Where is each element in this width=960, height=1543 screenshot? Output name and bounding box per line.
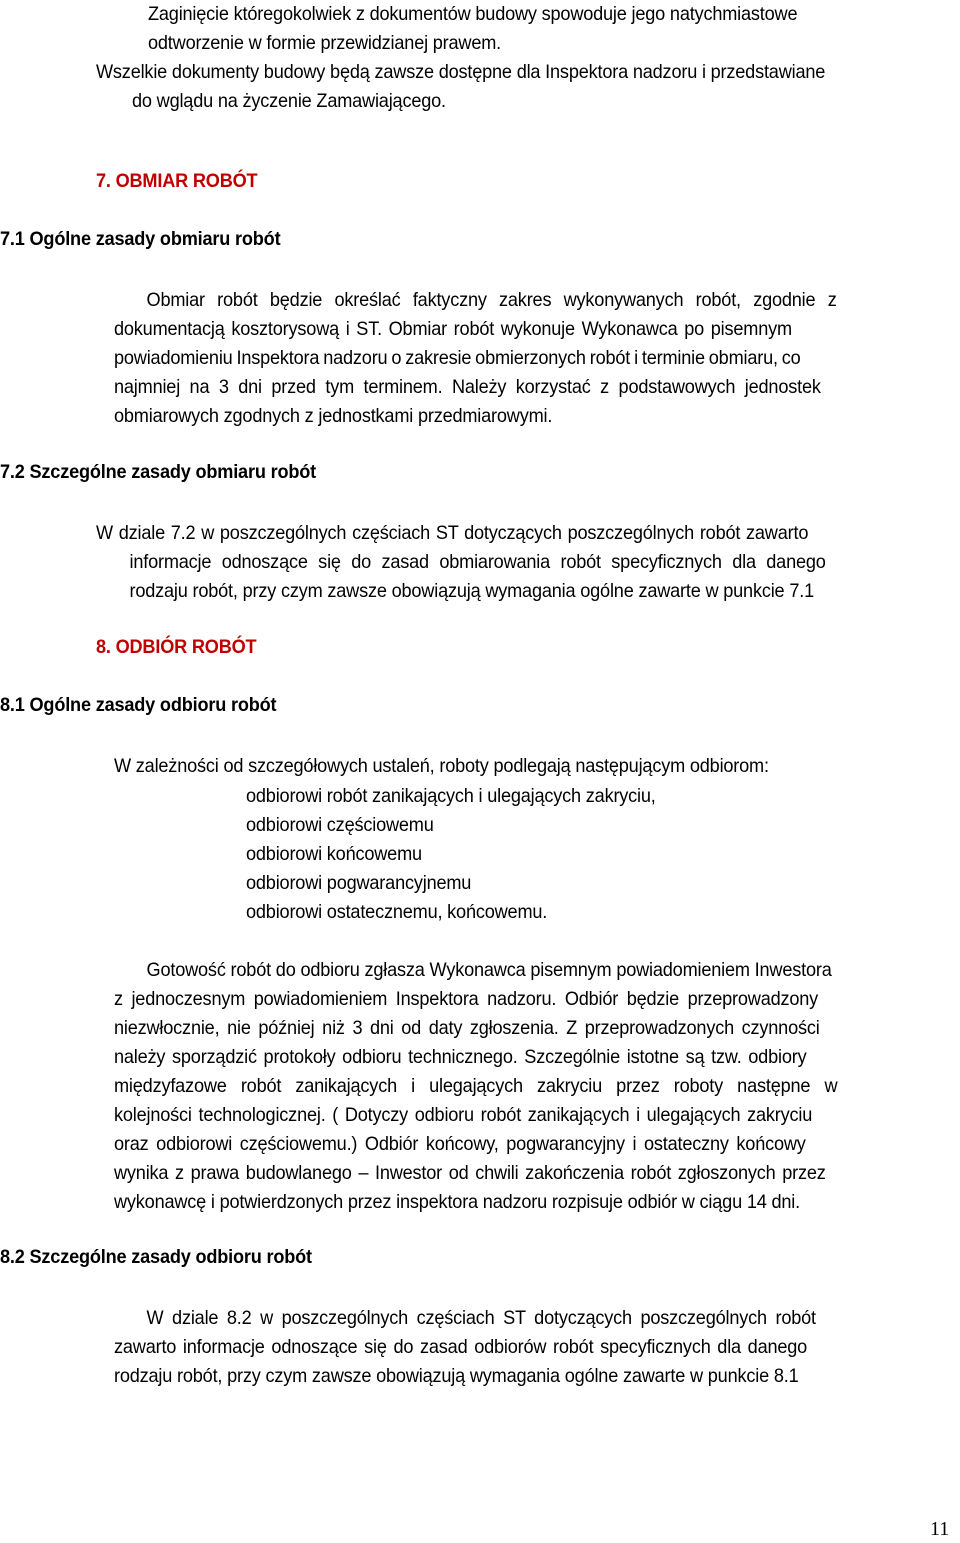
text-line: do wglądu na życzenie Zamawiającego. bbox=[132, 90, 446, 112]
text-line: informacje odnoszące się do zasad obmiarowania robót specyficznych dla danego bbox=[129, 551, 826, 573]
text-line: należy sporządzić protokoły odbioru technicznego. Szczególnie istotne są tzw. odbiory bbox=[114, 1046, 807, 1068]
text-line: Gotowość robót do odbioru zgłasza Wykonawca pisemnym powiadomieniem Inwestora bbox=[146, 959, 832, 981]
paragraph-documents-available-cont bbox=[132, 87, 950, 116]
section-7-1-heading: 7.1 Ogólne zasady obmiaru robót bbox=[0, 228, 281, 250]
text-line: międzyfazowe robót zanikających i ulegających zakryciu przez roboty następne w bbox=[114, 1075, 838, 1097]
section-8-2-body bbox=[114, 1304, 816, 1391]
text-line: rodzaju robót, przy czym zawsze obowiązują wymagania ogólne zawarte w punkcie 8.1 bbox=[114, 1365, 799, 1387]
text-line: zawarto informacje odnoszące się do zasad odbiorów robót specyficznych dla danego bbox=[114, 1336, 808, 1358]
section-7-2-heading: 7.2 Szczególne zasady obmiaru robót bbox=[0, 461, 316, 483]
paragraph-lost-documents-cont bbox=[148, 29, 960, 58]
text-line: W dziale 8.2 w poszczególnych częściach ST dotyczących poszczególnych robót bbox=[146, 1307, 816, 1329]
section-7-1-body bbox=[114, 286, 837, 431]
text-line: najmniej na 3 dni przed tym terminem. Należy korzystać z podstawowych jednostek bbox=[114, 376, 821, 398]
section-8-1-paragraph bbox=[114, 956, 837, 1217]
list-item: odbiorowi pogwarancyjnemu bbox=[246, 872, 472, 894]
section-8-heading: 8. ODBIÓR ROBÓT bbox=[96, 636, 257, 658]
text-line: rodzaju robót, przy czym zawsze obowiązują wymagania ogólne zawarte w punkcie 7.1 bbox=[129, 580, 814, 602]
acceptance-list bbox=[246, 782, 656, 927]
paragraph-documents-available bbox=[96, 58, 960, 87]
section-7-heading: 7. OBMIAR ROBÓT bbox=[96, 170, 258, 192]
list-item: odbiorowi końcowemu bbox=[246, 843, 422, 865]
paragraph-lost-documents bbox=[148, 0, 960, 29]
page-number: 11 bbox=[930, 1518, 950, 1540]
section-7-2-body bbox=[96, 519, 826, 606]
text-line: wykonawcę i potwierdzonych przez inspektora nadzoru rozpisuje odbiór w ciągu 14 dni. bbox=[114, 1191, 800, 1213]
section-8-1-heading: 8.1 Ogólne zasady odbioru robót bbox=[0, 694, 277, 716]
text-line: Zaginięcie któregokolwiek z dokumentów budowy spowoduje jego natychmiastowe bbox=[148, 3, 798, 25]
section-8-2-heading: 8.2 Szczególne zasady odbioru robót bbox=[0, 1246, 312, 1268]
text-line: wynika z prawa budowlanego – Inwestor od chwili zakończenia robót zgłoszonych przez bbox=[114, 1162, 826, 1184]
text-line: odtworzenie w formie przewidzianej prawem. bbox=[148, 32, 502, 54]
text-line: W zależności od szczegółowych ustaleń, roboty podlegają następującym odbiorom: bbox=[114, 755, 769, 777]
text-line: z jednoczesnym powiadomieniem Inspektora nadzoru. Odbiór będzie przeprowadzony bbox=[114, 988, 819, 1010]
text-line: niezwłocznie, nie później niż 3 dni od daty zgłoszenia. Z przeprowadzonych czynności bbox=[114, 1017, 820, 1039]
list-item: odbiorowi ostatecznemu, końcowemu. bbox=[246, 901, 548, 923]
text-line: dokumentacją kosztorysową i ST. Obmiar robót wykonuje Wykonawca po pisemnym bbox=[114, 318, 792, 340]
text-line: obmiarowych zgodnych z jednostkami przedmiarowymi. bbox=[114, 405, 553, 427]
text-line: Obmiar robót będzie określać faktyczny zakres wykonywanych robót, zgodnie z bbox=[146, 289, 837, 311]
text-line: Wszelkie dokumenty budowy będą zawsze dostępne dla Inspektora nadzoru i przedstawiane bbox=[96, 61, 826, 83]
list-item: odbiorowi częściowemu bbox=[246, 814, 434, 836]
text-line: oraz odbiorowi częściowemu.) Odbiór końcowy, pogwarancyjny i ostateczny końcowy bbox=[114, 1133, 806, 1155]
text-line: W dziale 7.2 w poszczególnych częściach ST dotyczących poszczególnych robót zawarto bbox=[96, 522, 809, 544]
section-8-1-intro bbox=[114, 752, 769, 781]
list-item: odbiorowi robót zanikających i ulegających zakryciu, bbox=[246, 785, 656, 807]
text-line: powiadomieniu Inspektora nadzoru o zakresie obmierzonych robót i terminie obmiaru, co bbox=[114, 347, 801, 369]
text-line: kolejności technologicznej. ( Dotyczy odbioru robót zanikających i ulegających zakryciu bbox=[114, 1104, 813, 1126]
